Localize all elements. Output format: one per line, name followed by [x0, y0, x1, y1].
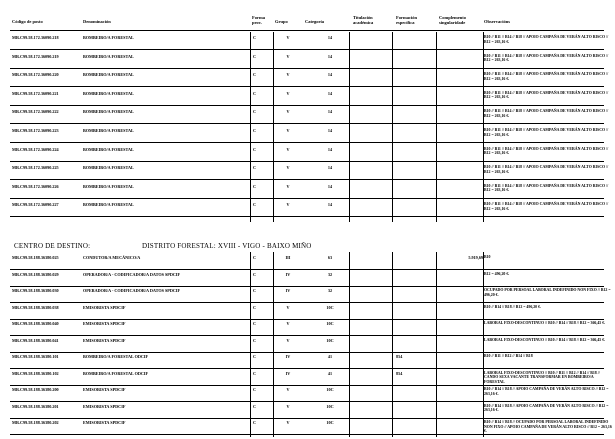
row-denomination: BOMBEIRO/A FORESTAL — [83, 202, 134, 208]
row-observations: B10 // B11 // B14 // B18 // APOIO CAMPAÑA DE VERÁN ALTO RISCO // B12 = 263,16 €. — [484, 202, 609, 211]
row-separator — [10, 401, 604, 402]
column-rule — [483, 252, 484, 437]
row-denomination: BOMBEIRO/A FORESTAL ODCIF — [83, 370, 149, 376]
row-observations: B10 // B11 // B14 // B18 // APOIO CAMPAÑA DE VERÁN ALTO RISCO // B12 = 263,16 €. — [484, 128, 609, 137]
row-denomination: BOMBEIRO/A FORESTAL — [83, 183, 134, 189]
header-categoria: Categoría — [305, 19, 324, 24]
row-denomination: BOMBEIRO/A FORESTAL — [83, 146, 134, 152]
row-separator — [10, 216, 604, 217]
row-code: MR.C99.58.172.36090.221 — [12, 90, 59, 96]
row-observations: B10 // B14 // B18 // APOIO CAMPAÑA DE VERÁN ALTO RISCO // B12 = 263,16 €. — [484, 403, 609, 412]
row-denomination: EMISORISTA SPDCIF — [83, 337, 126, 343]
header-observacions: Observacións — [484, 19, 511, 24]
row-grupo: V — [286, 403, 290, 409]
row-forma-prov: C — [253, 288, 257, 293]
row-separator — [10, 335, 604, 336]
center-name: DISTRITO FORESTAL: XVIII - VIGO - BAIXO MIÑO — [142, 242, 312, 250]
row-observations: B10 // B11 // B14 // B18 // APOIO CAMPAÑA DE VERÁN ALTO RISCO // B12 = 263,16 €. — [484, 53, 609, 63]
row-grupo: V — [286, 337, 290, 343]
row-categoria: 10C — [326, 387, 334, 392]
row-observations: LABORAL FIXO-DESCONTINUO // B10 // B14 // B18 // B12 = 366,45 €. — [484, 337, 606, 342]
column-rule — [273, 32, 274, 222]
row-code: MR.C99.58.172.36090.222 — [12, 109, 59, 115]
row-observations: B10 // B11 // B12 // B14 // B18 — [484, 354, 533, 358]
row-forma-prov: C — [253, 321, 257, 326]
center-label: CENTRO DE DESTINO: — [14, 242, 91, 250]
row-observations: B10 // B11 // B14 // B18 // APOIO CAMPAÑA DE VERÁN ALTO RISCO // B12 = 263,16 €. — [484, 165, 609, 174]
row-observations: B10 // B11 // B14 // B18 // APOIO CAMPAÑA DE VERÁN ALTO RISCO // B12 = 263,16 €. — [484, 146, 609, 156]
row-categoria: 41 — [327, 354, 333, 359]
row-categoria: 32 — [327, 271, 333, 277]
row-separator — [10, 68, 604, 69]
row-separator — [10, 179, 604, 180]
row-categoria: 14 — [327, 72, 333, 78]
row-separator — [10, 123, 604, 124]
row-code: MR.C99.58.172.36090.227 — [12, 202, 59, 208]
row-code: MR.C99.58.188.36380.101 — [12, 354, 59, 359]
header-codigo: Código de posto — [12, 19, 43, 24]
row-forma-prov: C — [253, 255, 257, 260]
row-denomination: BOMBEIRO/A FORESTAL — [83, 128, 134, 133]
row-denomination: EMISORISTA SPDCIF — [83, 304, 126, 310]
row-denomination: BOMBEIRO/A FORESTAL — [83, 109, 134, 115]
row-observations: B10 // B14 // B18 // APOIO CAMPAÑA DE VERÁN ALTO RISCO // B12 = 263,16 €. — [484, 387, 609, 396]
row-separator — [10, 352, 604, 353]
row-denomination: EMISORISTA SPDCIF — [83, 321, 126, 326]
row-denomination: EMISORISTA SPDCIF — [83, 420, 126, 425]
row-forma-prov: C — [253, 420, 257, 425]
row-complemento: 5.919,69 — [468, 255, 483, 260]
row-observations: B12 = 496,20 €. — [484, 271, 510, 276]
row-denomination: BOMBEIRO/A FORESTAL — [83, 53, 134, 59]
row-observations: B10 — [484, 255, 491, 259]
row-categoria: 63 — [327, 255, 333, 260]
row-denomination: OPERADOR/A - CODIFICADOR/A DATOS SPDCIF — [83, 288, 181, 293]
header-rule — [10, 30, 604, 31]
row-categoria: 10C — [326, 420, 334, 425]
row-code: MR.C99.58.172.36090.226 — [12, 183, 59, 189]
row-code: MR.C99.58.188.36380.029 — [12, 271, 59, 277]
row-separator — [10, 302, 604, 303]
row-categoria: 14 — [327, 53, 333, 59]
row-code: MR.C99.58.188.36380.201 — [12, 403, 59, 409]
row-code: MR.C99.58.188.36380.030 — [12, 288, 59, 293]
row-separator — [10, 49, 604, 50]
row-forma-prov: C — [253, 72, 257, 78]
row-forma-prov: C — [253, 202, 257, 208]
row-formacion: 854 — [396, 370, 403, 376]
row-observations: LABORAL FIXO-DESCONTINUO // B10 // B14 // B18 // B12 = 366,45 €. — [484, 321, 606, 325]
row-grupo: V — [286, 128, 290, 133]
row-forma-prov: C — [253, 90, 257, 96]
row-grupo: V — [286, 304, 290, 310]
row-observations: B10 // B11 // B14 // B18 // APOIO CAMPAÑA DE VERÁN ALTO RISCO // B12 = 263,16 €. — [484, 183, 609, 193]
row-categoria: 14 — [327, 202, 333, 208]
row-categoria: 32 — [327, 288, 333, 293]
column-rule — [392, 252, 393, 437]
row-categoria: 10C — [326, 321, 334, 326]
header-titulacion: Titulación académica — [353, 15, 374, 25]
row-categoria: 10C — [326, 403, 334, 409]
row-forma-prov: C — [253, 128, 257, 133]
row-separator — [10, 286, 604, 287]
row-denomination: BOMBEIRO/A FORESTAL — [83, 165, 134, 171]
row-forma-prov: C — [253, 337, 257, 343]
row-observations: OCUPADO POR PERSOAL LABORAL INDEFINIDO NON FIXO // B12 = 496,20 €. — [484, 288, 611, 297]
row-grupo: V — [286, 420, 290, 425]
row-denomination: BOMBEIRO/A FORESTAL — [83, 90, 134, 96]
row-categoria: 14 — [327, 165, 333, 171]
row-separator — [10, 105, 604, 106]
row-grupo: V — [286, 165, 290, 171]
column-rule — [250, 252, 251, 437]
row-categoria: 14 — [327, 35, 333, 40]
row-grupo: V — [286, 387, 290, 392]
column-rule — [436, 252, 437, 437]
row-forma-prov: C — [253, 271, 257, 277]
row-separator — [10, 86, 604, 87]
row-code: MR.C99.58.188.36380.202 — [12, 420, 59, 425]
row-observations: B10 // B11 // B14 // B18 // APOIO CAMPAÑA DE VERÁN ALTO RISCO // B12 = 263,16 €. — [484, 90, 609, 100]
row-denomination: BOMBEIRO/A FORESTAL ODCIF — [83, 354, 149, 359]
row-denomination: BOMBEIRO/A FORESTAL — [83, 72, 134, 78]
row-grupo: IV — [285, 354, 291, 359]
row-observations: B10 // B14 // B18 // OCUPADO POR PERSOAL LABORAL INDEFINIDO NON FIXO // APOIO CAMPAÑA DE VERÁN ALTO RISCO // B12 = 263,16 €. — [484, 420, 612, 433]
row-categoria: 10C — [326, 337, 334, 343]
header-denominacion: Denominación — [83, 19, 111, 24]
row-grupo: V — [286, 35, 290, 40]
row-forma-prov: C — [253, 304, 257, 310]
row-categoria: 14 — [327, 90, 333, 96]
row-forma-prov: C — [253, 53, 257, 59]
row-code: MR.C99.58.188.36380.200 — [12, 387, 59, 392]
column-rule — [349, 32, 350, 222]
row-denomination: BOMBEIRO/A FORESTAL — [83, 35, 134, 40]
row-code: MR.C99.58.188.36380.041 — [12, 337, 59, 343]
row-code: MR.C99.58.172.36090.223 — [12, 128, 59, 133]
row-forma-prov: C — [253, 370, 257, 376]
row-code: MR.C99.58.188.36380.102 — [12, 370, 59, 376]
row-forma-prov: C — [253, 35, 257, 40]
row-denomination: EMISORISTA SPDCIF — [83, 403, 126, 409]
row-grupo: V — [286, 321, 290, 326]
row-grupo: V — [286, 146, 290, 152]
row-formacion: 854 — [396, 354, 403, 359]
column-rule — [392, 32, 393, 222]
row-separator — [10, 434, 604, 435]
row-code: MR.C99.58.172.36090.225 — [12, 165, 59, 171]
row-separator — [10, 319, 604, 320]
row-code: MR.C99.58.172.36090.224 — [12, 146, 59, 152]
row-observations: B10 // B11 // B14 // B18 // APOIO CAMPAÑA DE VERÁN ALTO RISCO // B12 = 263,16 €. — [484, 35, 609, 44]
row-grupo: V — [286, 183, 290, 189]
row-forma-prov: C — [253, 403, 257, 409]
row-categoria: 14 — [327, 183, 333, 189]
row-forma-prov: C — [253, 183, 257, 189]
row-forma-prov: C — [253, 109, 257, 115]
row-code: MR.C99.58.188.36380.025 — [12, 255, 59, 260]
row-observations: B10 // B11 // B14 // B18 // APOIO CAMPAÑA DE VERÁN ALTO RISCO // B12 = 263,16 €. — [484, 109, 609, 118]
row-grupo: V — [286, 72, 290, 78]
row-categoria: 41 — [327, 370, 333, 376]
column-rule — [273, 252, 274, 437]
row-grupo: V — [286, 202, 290, 208]
row-grupo: IV — [285, 370, 291, 376]
row-categoria: 14 — [327, 146, 333, 152]
row-grupo: IV — [285, 288, 291, 293]
row-forma-prov: C — [253, 354, 257, 359]
row-code: MR.C99.58.188.36380.038 — [12, 304, 59, 310]
row-separator — [10, 385, 604, 386]
row-denomination: OPERADOR/A - CODIFICADOR/A DATOS SPDCIF — [83, 271, 181, 277]
row-forma-prov: C — [253, 165, 257, 171]
header-complemento: Complemento singularidade — [439, 15, 466, 25]
row-observations: B10 // B14 // B18 // B12 = 496,20 €. — [484, 304, 542, 309]
row-grupo: III — [285, 255, 291, 260]
row-grupo: V — [286, 109, 290, 115]
row-denomination: EMISORISTA SPDCIF — [83, 387, 126, 392]
column-rule — [436, 32, 437, 222]
column-rule — [349, 252, 350, 437]
column-rule — [250, 32, 251, 222]
row-grupo: V — [286, 90, 290, 96]
row-separator — [10, 198, 604, 199]
header-grupo: Grupo — [275, 19, 288, 24]
row-separator — [10, 269, 604, 270]
row-denomination: CONDUTOR/A MECÁNICO/A — [83, 255, 141, 260]
row-separator — [10, 161, 604, 162]
row-categoria: 14 — [327, 128, 333, 133]
row-observations: B10 // B11 // B14 // B18 // APOIO CAMPAÑA DE VERÁN ALTO RISCO // B12 = 263,16 €. — [484, 72, 609, 81]
column-rule — [483, 32, 484, 222]
row-grupo: V — [286, 53, 290, 59]
row-forma-prov: C — [253, 387, 257, 392]
row-code: MR.C99.58.172.36090.218 — [12, 35, 59, 40]
row-separator — [10, 418, 604, 419]
row-forma-prov: C — [253, 146, 257, 152]
row-code: MR.C99.58.188.36380.040 — [12, 321, 59, 326]
row-grupo: IV — [285, 271, 291, 277]
header-formacion: Formación específica — [396, 15, 417, 25]
row-code: MR.C99.58.172.36090.219 — [12, 53, 59, 59]
row-categoria: 10C — [326, 304, 334, 310]
row-code: MR.C99.58.172.36090.220 — [12, 72, 59, 78]
row-observations: LABORAL FIXO-DESCONTINUO // B10 // B11 // B12 // B14 // B18 // CANDO SEXA VACANTE TRANSFORMAR EN BOMBEIRO/A FORESTAL — [484, 370, 600, 384]
row-separator — [10, 142, 604, 143]
row-categoria: 14 — [327, 109, 333, 115]
row-separator — [10, 368, 604, 369]
header-forma-prov: Forma prov. — [252, 15, 265, 25]
